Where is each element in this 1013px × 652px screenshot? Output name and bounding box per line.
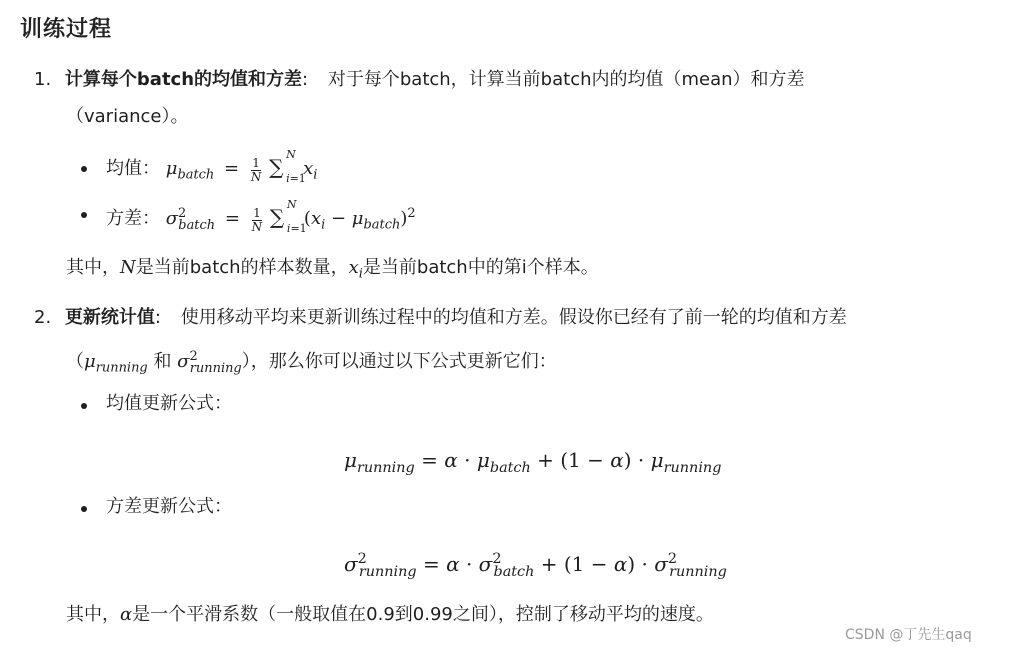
step1-line1 (34, 68, 805, 92)
step2-heading: 更新统计值 (64, 307, 155, 328)
note-rest: 是一个平滑系数（一般取值在0.9到0.99之间），控制了移动平均的速度。 (132, 604, 714, 625)
note-prefix: 其中， (66, 604, 120, 625)
mean-update-equation: $\mu_{running} = \alpha \cdot \mu_{batch} + (1 - \alpha) \cdot \mu_{running}$ (344, 448, 722, 477)
step2-number: 2. (34, 307, 52, 328)
step1-text-line2: （variance）。 (66, 106, 189, 127)
step2-text-line2-rest: ），那么你可以通过以下公式更新它们： (241, 351, 557, 373)
step1-heading: 计算每个batch的均值和方差 (64, 69, 303, 90)
where-prefix: 其中， (66, 257, 120, 278)
step1-number: 1. (34, 69, 52, 90)
bullet-dot (81, 166, 87, 172)
step2-colon: : (154, 307, 161, 328)
step2-text-line2: （$\mu_{running}$ 和 $\sigma^2_{running}$），那么你可以通过以下公式更新它们： (66, 349, 557, 376)
step2-note-line: 其中，α是一个平滑系数（一般取值在0.9到0.99之间），控制了移动平均的速度。 (66, 604, 714, 625)
mean-formula-line: 均值： $\mu_{batch}$ = $\frac{1}{N}$ ∑ N i=1 $x_i$ (106, 148, 318, 185)
watermark: CSDN @丁先生qaq (845, 627, 972, 643)
mean-update-label: 均值更新公式： (106, 393, 232, 414)
var-formula-line: 方差： $\sigma^2_{batch}$ = $\frac{1}{N}$ ∑ N i=1 $(x_i - \mu_{batch})^2$ (106, 198, 416, 236)
var-formula: $\sigma^2_{batch}$ (165, 206, 216, 233)
bullet-dot (81, 403, 87, 409)
var-update-equation: $\sigma^2_{running} = \alpha \cdot \sigma^2_{batch} + (1 - \alpha) \cdot \sigma^2_{running}$ (344, 551, 727, 580)
step1-where-line: 其中，N是当前batch的样本数量，$x_i$是当前batch中的第i个样本。 (66, 257, 599, 282)
where-mid: 是当前batch的样本数量， (135, 257, 349, 278)
step1-colon: : (302, 69, 309, 90)
bullet-dot (81, 212, 87, 218)
fraction-1-over-n: $\frac{1}{N}$ (251, 205, 263, 234)
var-label: 方差： (106, 208, 160, 230)
page-title: 训练过程 (20, 17, 113, 42)
sum-symbol: ∑ N i=1 (269, 198, 307, 236)
var-update-label: 方差更新公式： (106, 496, 232, 517)
mean-label: 均值： (106, 158, 160, 179)
where-end: 是当前batch中的第i个样本。 (362, 257, 599, 278)
step2-text-line1: 使用移动平均来更新训练过程中的均值和方差。假设你已经有了前一轮的均值和方差 (180, 307, 847, 328)
sum-symbol: ∑ N i=1 (269, 148, 306, 185)
bullet-dot (81, 506, 87, 512)
step1-text-line1: 对于每个batch，计算当前batch内的均值（mean）和方差 (327, 69, 805, 90)
and-word: 和 (153, 351, 172, 373)
mean-formula: $\mu_{batch}$ (165, 158, 215, 183)
fraction-1-over-n: $\frac{1}{N}$ (250, 155, 262, 184)
step2-line1 (34, 306, 847, 330)
